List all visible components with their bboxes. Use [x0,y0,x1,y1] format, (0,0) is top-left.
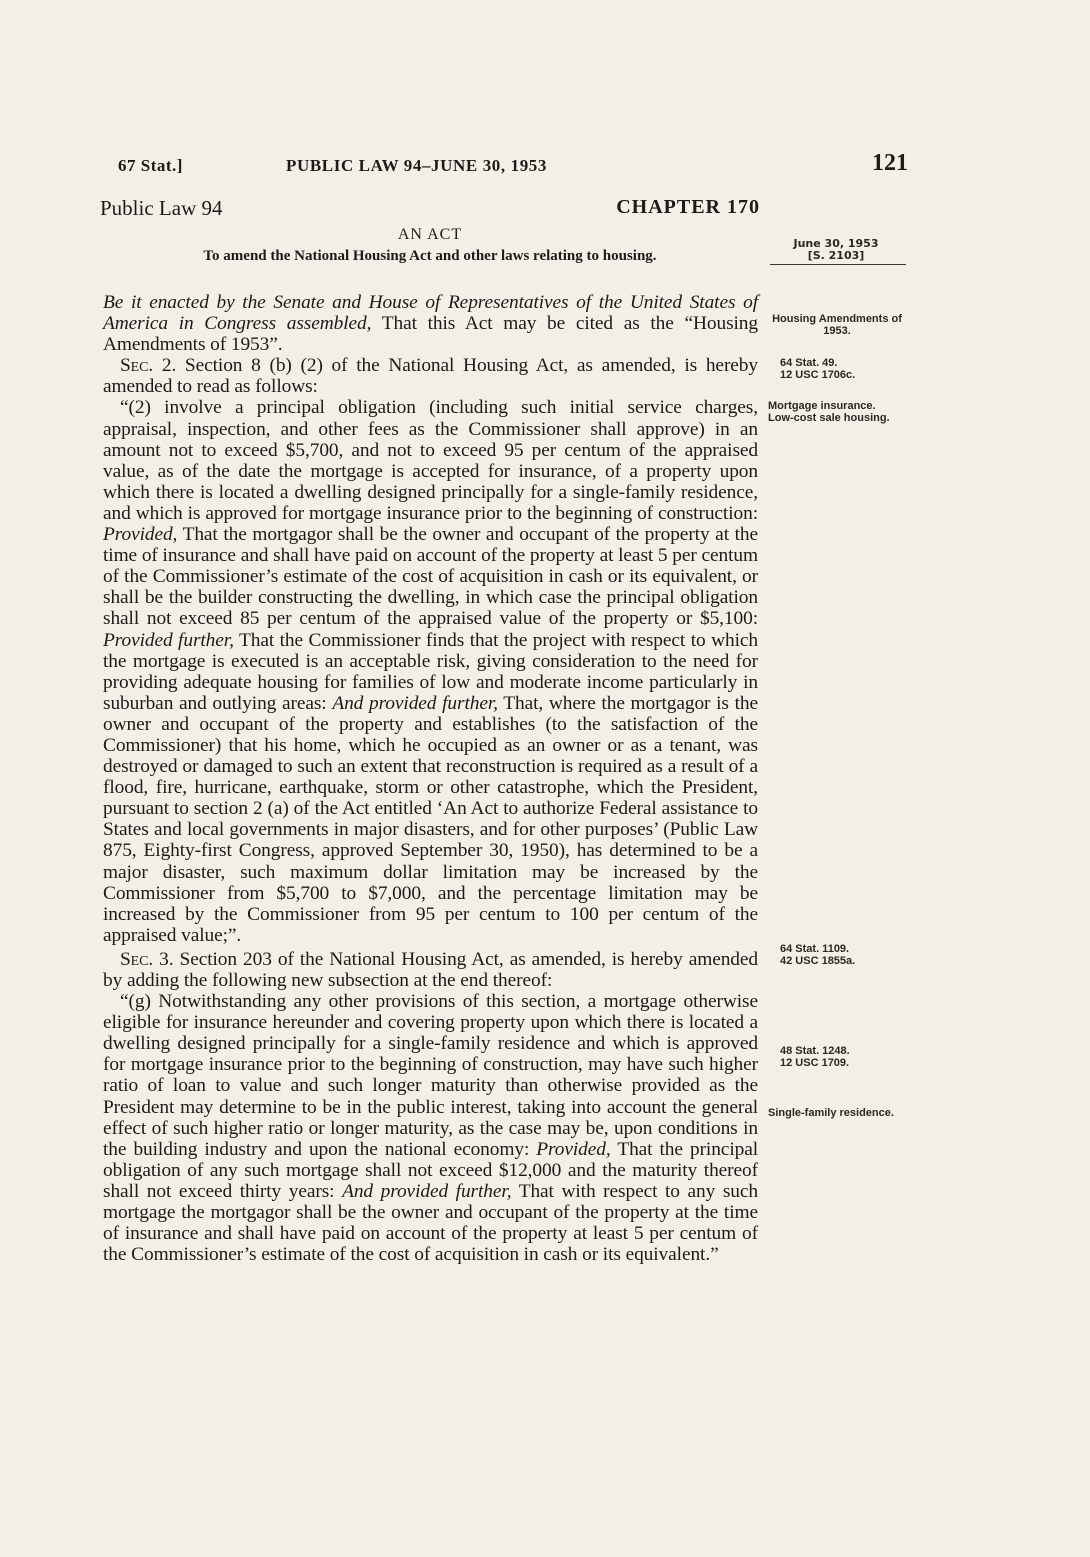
text-run: “(2) involve a principal obligation (including such initial service charges, appraisal, inspection, and other fees as the Commissioner shall approve) in an amount not to exceed $5,700, and not to exceed 95 per centum of the appraised value, as of the date the mortgage is accepted for insurance, of a property upon which there is located a dwelling designed principally for a single-family residence, and which is approved for mortgage insurance prior to the beginning of construction: [103,397,758,524]
margin-note-citation-1 [780,357,930,381]
act-purpose: To amend the National Housing Act and other laws relating to housing. [203,248,657,264]
text-run: That the mortgagor shall be the owner and occupant of the property at the time of insurance and shall have paid on account of the property at least 5 per centum of the Commissioner’s estimate of the cost of acquisition in cash or its equivalent, or shall be the builder constructing the dwelling, in which case the principal obligation shall not exceed 85 per centum of the appraised value of the property or $5,100: [103,524,758,630]
section-text: Section 203 of the National Housing Act, as amended, is hereby amended by adding the following new subsection at the end thereof: [103,948,758,991]
short-title-text: That this Act may be cited as the “Housing Amendments of 1953”. [103,313,758,356]
text-run: That the Commissioner finds that the project with respect to which the mortgage is executed is an acceptable risk, giving consideration to the need for providing adequate housing for families of low and moderate income particularly in suburban and outlying areas: [103,629,758,714]
margin-note-single-family: Single-family residence. [768,1107,894,1119]
running-title: PUBLIC LAW 94–JUNE 30, 1953 [286,156,547,175]
margin-note-date [768,238,904,262]
section-text: Section 8 (b) (2) of the National Housing Act, as amended, is hereby amended to read as follows: [103,355,758,398]
margin-rule [770,264,906,265]
volume-reference: 67 Stat.] [118,156,183,175]
section-label: Sec. 3. [120,948,174,970]
proviso: Provided, [103,524,178,546]
margin-note-citation-2 [780,943,930,967]
text-run: That, where the mortgagor is the owner and occupant of the property and establishes (to the satisfaction of the Commissioner) that his home, which he occupied as an owner or as a tenant, was destroyed or damaged to such an extent that reconstruction is required as a result of a flood, fire, hurricane, earthquake, storm or other catastrophe, which the President, pursuant to section 2 (a) of the Act entitled ‘An Act to authorize Federal assistance to States and local governments in major disasters, and for other purposes’ (Public Law 875, Eighty-first Congress, approved September 30, 1950), has determined to be a major disaster, such maximum dollar limitation may be increased by the Commissioner from $5,700 to $7,000, and the percentage limitation may be increased by the Commissioner from 95 per centum to 100 per centum of the appraised value;”. [103,692,758,946]
enactment-date: June 30, 1953 [793,237,879,250]
bill-number: [S. 2103] [807,249,865,262]
proviso: Provided, [536,1138,611,1160]
section-label: Sec. 2. [120,355,177,377]
public-law-number: Public Law 94 [100,196,223,220]
citation-usc: 12 USC 1706c. [780,369,856,381]
citation-usc: 12 USC 1709. [780,1057,850,1069]
margin-note-mortgage [768,400,908,424]
proviso: And provided further, [342,1180,512,1202]
running-head [118,150,908,180]
text-run: That with respect to any such mortgage the mortgagor shall be the owner and occupant of the property at the time of insurance and shall have paid on account of the property at least 5 per centum of the Commissioner’s estimate of the cost of acquisition in cash or its equivalent.” [103,1180,758,1266]
enacting-clause: Be it enacted by the Senate and House of Representatives of the United States of America in Congress assembled, [103,292,758,335]
text-run: “(g) Notwithstanding any other provisions of this section, a mortgage otherwise eligible for insurance hereunder and covering property upon which there is located a dwelling designed principally for a single-family residence and which is approved for mortgage insurance prior to the beginning of construction, may have such higher ratio of loan to value and such longer maturity than otherwise provided as the President may determine to be in the public interest, taking into account the general effect of such higher ratio or longer maturity, as the case may be, upon conditions in the building industry and upon the national economy: [103,991,758,1160]
citation-stat: 64 Stat. 49. [780,357,838,369]
low-cost-housing-note: Low-cost sale housing. [768,412,890,424]
subsection-2-text [103,397,758,945]
chapter-number: CHAPTER 170 [616,196,760,218]
section-2 [103,355,758,397]
text-run: That the principal obligation of any such mortgage shall not exceed $12,000 and the maturity thereof shall not exceed thirty years: [103,1138,758,1202]
enacting-paragraph [103,292,758,355]
proviso: And provided further, [332,692,498,714]
citation-stat: 48 Stat. 1248. [780,1045,850,1057]
section-3 [103,949,758,991]
margin-note-short-title: Housing Amendments of 1953. [772,313,902,337]
proviso: Provided further, [103,629,234,651]
margin-note-citation-3 [780,1045,930,1069]
mortgage-insurance-note: Mortgage insurance. [768,400,876,412]
statute-body [103,292,758,1265]
citation-usc: 42 USC 1855a. [780,955,856,967]
page-number: 121 [872,150,908,176]
act-title: AN ACT [397,226,463,243]
subsection-g-text [103,991,758,1265]
law-heading [100,196,760,222]
citation-stat: 64 Stat. 1109. [780,943,850,955]
